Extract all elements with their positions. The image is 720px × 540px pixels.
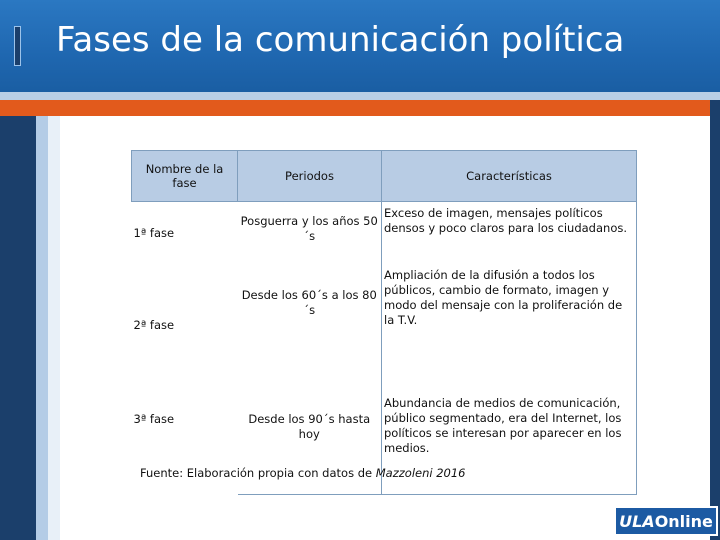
logo-suffix: Online <box>654 511 713 531</box>
source-note <box>140 466 466 480</box>
table-header-row <box>132 151 637 202</box>
table-row <box>132 202 637 269</box>
source-author: Mazzoleni 2016 <box>375 466 466 480</box>
left-navy-bar <box>0 116 36 540</box>
header-name: Nombre de la fase <box>132 151 238 202</box>
slide-title: Fases de la comunicación política <box>56 20 625 60</box>
source-prefix: Fuente: Elaboración propia con datos de <box>140 466 376 480</box>
table-row <box>132 268 637 390</box>
period-cell: Posguerra y los años 50´s <box>240 214 378 243</box>
header-light-stripe <box>0 92 720 100</box>
left-pale-bar <box>48 116 60 540</box>
header-accent-bar <box>14 26 21 66</box>
header-orange-stripe <box>0 100 720 116</box>
period-cell: Desde los 90´s hasta hoy <box>238 390 382 495</box>
characteristics-cell: Exceso de imagen, mensajes políticos densos y poco claros para los ciudadanos. <box>382 202 637 269</box>
phase-cell: 2ª fase <box>133 318 175 332</box>
logo-brand: ULA <box>619 511 655 531</box>
phase-cell: 3ª fase <box>133 412 175 426</box>
right-navy-bar <box>710 100 720 540</box>
left-light-bar <box>36 116 48 540</box>
phase-cell: 1ª fase <box>133 226 175 240</box>
slide-header <box>0 0 720 92</box>
characteristics-cell: Ampliación de la difusión a todos los públicos, cambio de formato, imagen y modo del mensaje con la proliferación de la T.V. <box>382 268 637 390</box>
header-characteristics: Características <box>382 151 637 202</box>
ula-online-logo <box>614 506 718 536</box>
phases-table <box>131 150 637 495</box>
header-period: Periodos <box>238 151 382 202</box>
characteristics-cell: Abundancia de medios de comunicación, público segmentado, era del Internet, los políticos se interesan por aparecer en los medios. <box>382 390 637 495</box>
period-cell: Desde los 60´s a los 80´s <box>241 288 377 317</box>
